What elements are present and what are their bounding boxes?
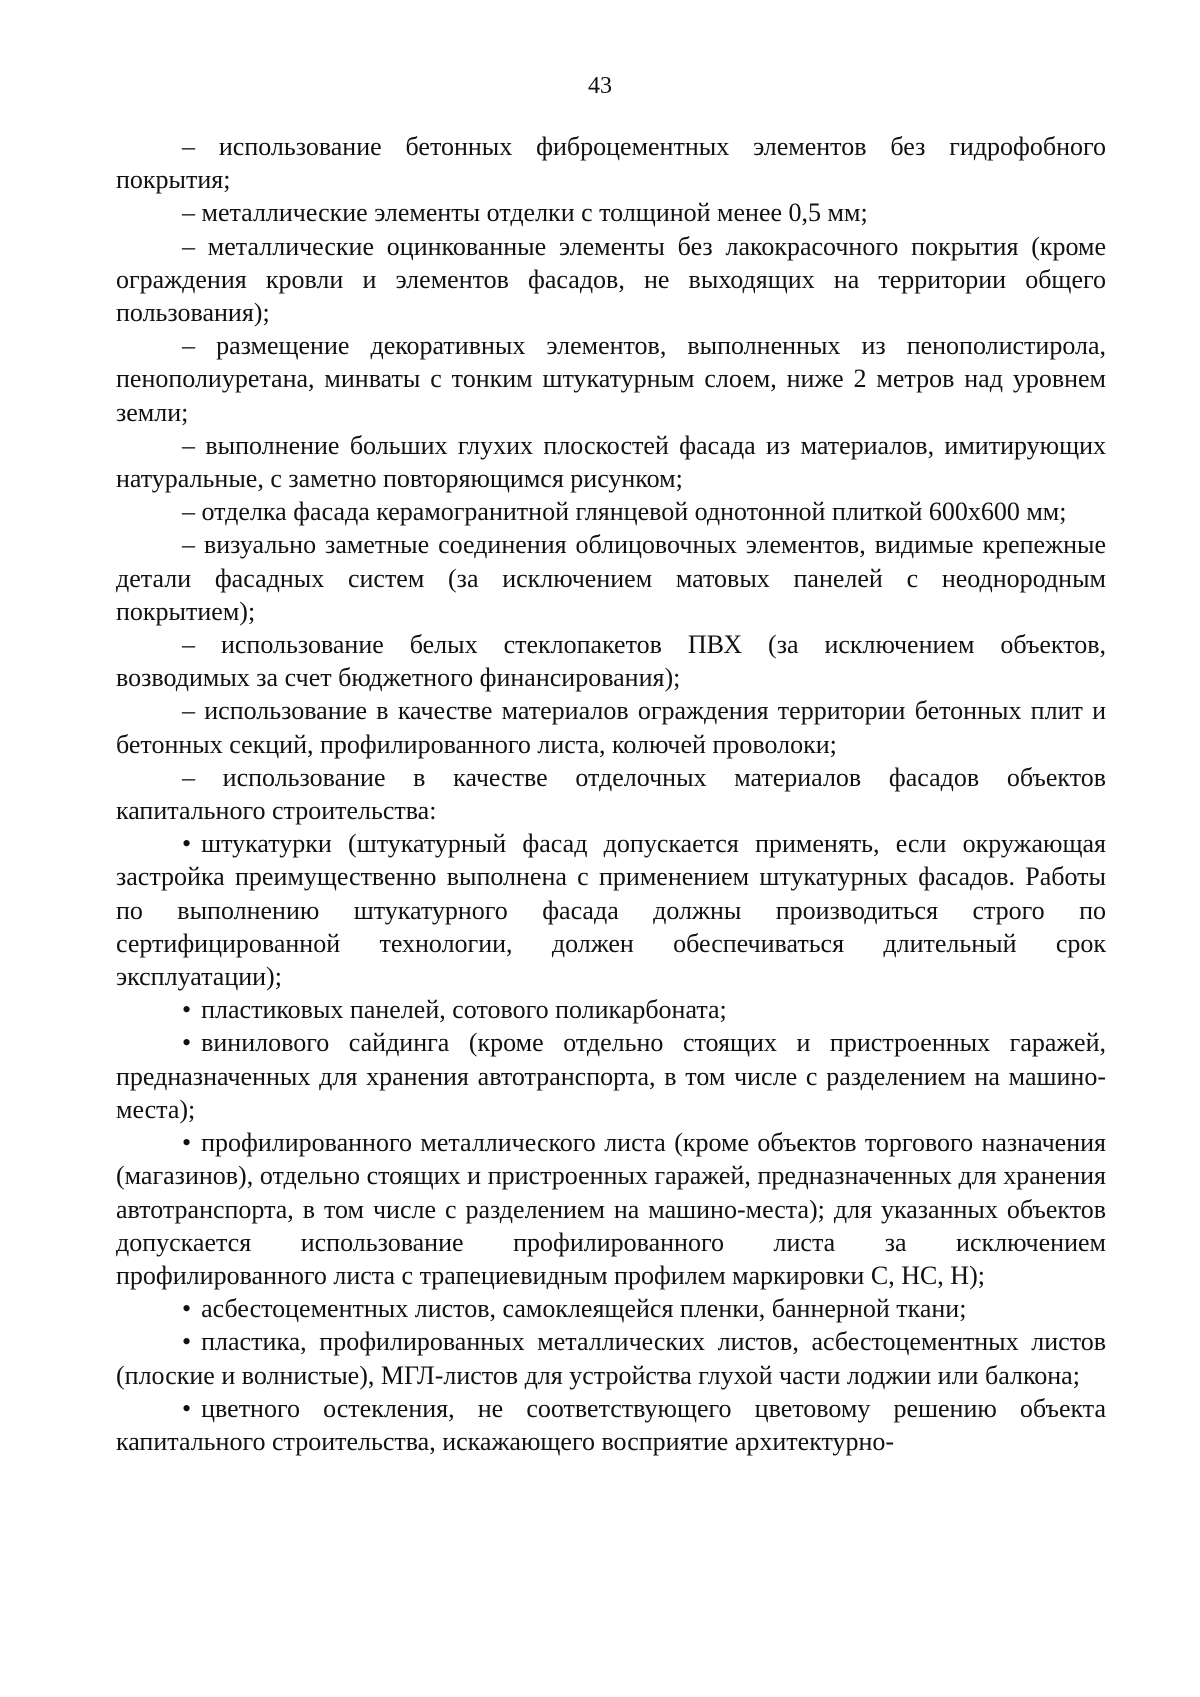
- list-item: [116, 761, 1106, 827]
- list-item: [116, 130, 1106, 196]
- dash-marker: –: [182, 231, 195, 261]
- bullet-item-text: пластика, профилированных металлических листов, асбестоцементных листов (плоские и волнистые), МГЛ-листов для устройства глухой части лоджии или балкона;: [116, 1327, 1106, 1390]
- bullet-item: [116, 1026, 1106, 1126]
- list-item-text: металлические элементы отделки с толщиной менее 0,5 мм;: [201, 198, 868, 228]
- list-item-text: использование в качестве материалов ограждения территории бетонных плит и бетонных секций, профилированного листа, колючей проволоки;: [116, 696, 1107, 759]
- page-number: 43: [588, 73, 612, 99]
- bullet-marker: •: [182, 1028, 192, 1058]
- list-item: [116, 429, 1106, 495]
- dash-marker: –: [182, 696, 195, 726]
- bullet-item-text: цветного остекления, не соответствующего цветовому решению объекта капитального строительства, искажающего восприятие архитектурно-: [116, 1393, 1106, 1456]
- list-item-text: использование в качестве отделочных материалов фасадов объектов капитального строительства:: [116, 762, 1106, 826]
- bullet-marker: •: [182, 829, 192, 859]
- bullet-item: [116, 827, 1106, 993]
- bullet-item: [116, 1292, 1106, 1325]
- list-item-text: использование белых стеклопакетов ПВХ (за исключением объектов, возводимых за счет бюджетного финансирования);: [116, 630, 1107, 693]
- document-body: [116, 130, 1106, 1458]
- bullet-marker: •: [182, 1327, 192, 1357]
- bullet-marker: •: [182, 1294, 192, 1324]
- bullet-marker: •: [182, 1128, 192, 1158]
- dash-marker: –: [182, 497, 195, 527]
- dash-marker: –: [182, 331, 195, 361]
- dash-marker: –: [182, 530, 195, 560]
- list-item-text: выполнение больших глухих плоскостей фасада из материалов, имитирующих натуральные, с заметно повторяющимся рисунком;: [116, 430, 1106, 494]
- bullet-marker: •: [182, 1393, 192, 1423]
- list-item: [116, 628, 1106, 694]
- list-item: [116, 196, 1106, 229]
- bullet-item: [116, 1325, 1106, 1391]
- bullet-item: [116, 993, 1106, 1026]
- bullet-item-text: винилового сайдинга (кроме отдельно стоящих и пристроенных гаражей, предназначенных для хранения автотранспорта, в том числе с разделением на машино-места);: [116, 1028, 1106, 1124]
- list-item: [116, 694, 1106, 760]
- bullet-item: [116, 1126, 1106, 1292]
- bullet-item-text: штукатурки (штукатурный фасад допускается применять, если окружающая застройка преимущественно выполнена с применением штукатурных фасадов. Работы по выполнению штукатурного фасада должны производиться строго по сертифицированной технологии, должен обеспечиваться длительный срок эксплуатации);: [116, 829, 1106, 992]
- dash-marker: –: [182, 198, 195, 228]
- list-item: [116, 230, 1106, 330]
- list-item: [116, 329, 1106, 429]
- dash-marker: –: [182, 762, 195, 792]
- list-item-text: визуально заметные соединения облицовочных элементов, видимые крепежные детали фасадных систем (за исключением матовых панелей с неоднородным покрытием);: [116, 530, 1106, 626]
- list-item: [116, 495, 1106, 528]
- list-item-text: отделка фасада керамогранитной глянцевой однотонной плиткой 600х600 мм;: [201, 497, 1067, 527]
- bullet-item-text: профилированного металлического листа (кроме объектов торгового назначения (магазинов), отдельно стоящих и пристроенных гаражей, предназначенных для хранения автотранспорта, в том числе с разделением на машино-места); для указанных объектов допускается использование профилированного листа за исключением профилированного листа с трапециевидным профилем маркировки С, НС, Н);: [116, 1128, 1106, 1290]
- dash-marker: –: [182, 132, 195, 161]
- bullet-item: [116, 1392, 1106, 1458]
- list-item-text: металлические оцинкованные элементы без лакокрасочного покрытия (кроме ограждения кровли и элементов фасадов, не выходящих на территории общего пользования);: [116, 231, 1106, 328]
- bullet-item-text: пластиковых панелей, сотового поликарбоната;: [201, 995, 727, 1025]
- dash-marker: –: [182, 430, 195, 460]
- list-item-text: использование бетонных фиброцементных элементов без гидрофобного покрытия;: [116, 132, 1107, 195]
- bullet-marker: •: [182, 995, 192, 1025]
- list-item: [116, 528, 1106, 628]
- list-item-text: размещение декоративных элементов, выполненных из пенополистирола, пенополиуретана, минваты с тонким штукатурным слоем, ниже 2 метров над уровнем земли;: [116, 331, 1107, 427]
- bullet-item-text: асбестоцементных листов, самоклеящейся пленки, баннерной ткани;: [201, 1294, 967, 1324]
- dash-marker: –: [182, 630, 195, 660]
